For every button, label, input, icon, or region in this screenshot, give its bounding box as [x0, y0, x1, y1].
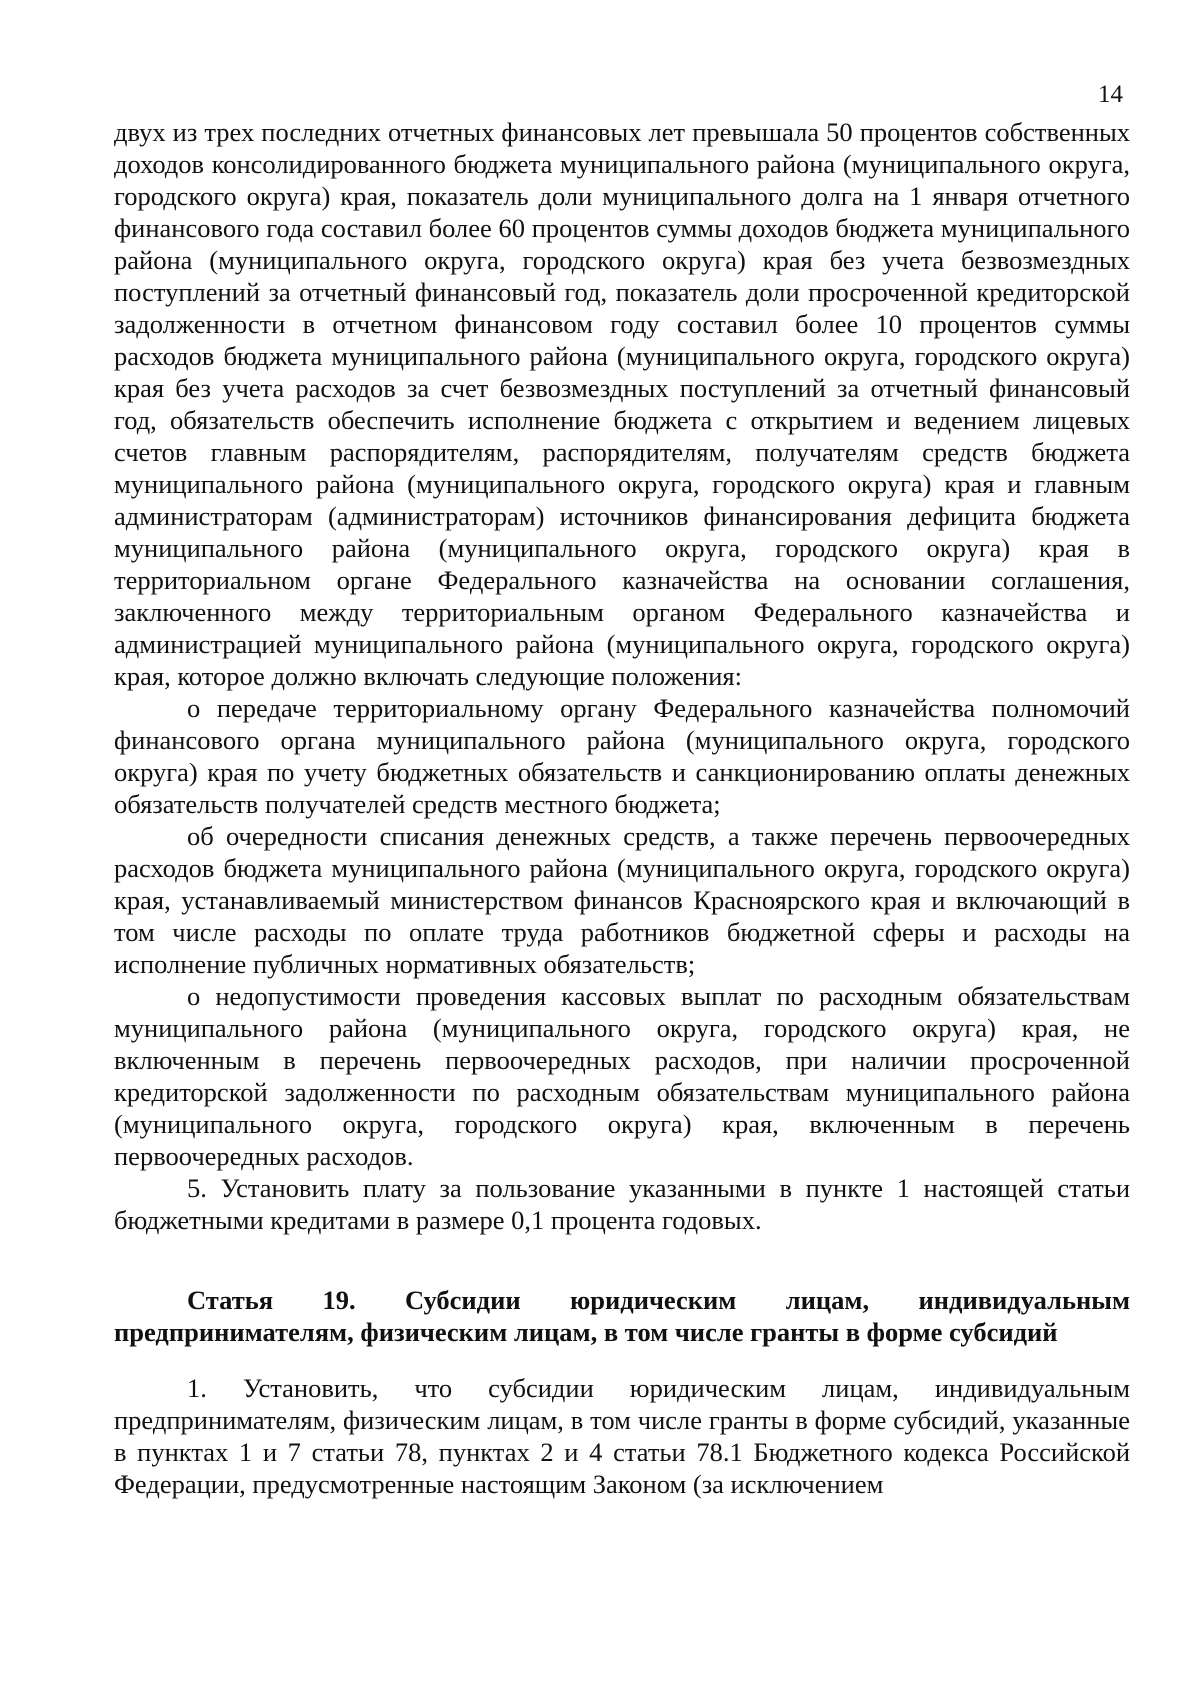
page-number: 14	[1098, 81, 1123, 108]
paragraph-provision-inadmissibility: о недопустимости проведения кассовых выплат по расходным обязательствам муниципального района (муниципального округа, городского округа) края, не включенным в перечень первоочередных расходов, при наличии просроченной кредиторской задолженности по расходным обязательствам муниципального района (муниципального округа, городского округа) края, включенным в перечень первоочередных расходов.	[114, 981, 1130, 1171]
paragraph-provision-transfer: о передаче территориальному органу Федерального казначейства полномочий финансового органа муниципального района (муниципального округа, городского округа) края по учету бюджетных обязательств и санкционированию оплаты денежных обязательств получателей средств местного бюджета;	[114, 693, 1130, 819]
paragraph-item-5: 5. Установить плату за пользование указанными в пункте 1 настоящей статьи бюджетными кредитами в размере 0,1 процента годовых.	[114, 1173, 1130, 1235]
paragraph-provision-priority: об очередности списания денежных средств, а также перечень первоочередных расходов бюджета муниципального района (муниципального округа, городского округа) края, устанавливаемый министерством финансов Красноярского края и включающий в том числе расходы по оплате труда работников бюджетной сферы и расходы на исполнение публичных нормативных обязательств;	[114, 821, 1130, 979]
article-heading: Статья 19. Субсидии юридическим лицам, индивидуальным предпринимателям, физическим лицам, в том числе гранты в форме субсидий	[114, 1285, 1130, 1347]
document-body	[114, 116, 1130, 1500]
paragraph-continuation: двух из трех последних отчетных финансовых лет превышала 50 процентов собственных доходов консолидированного бюджета муниципального района (муниципального округа, городского округа) края, показатель доли муниципального долга на 1 января отчетного финансового года составил более 60 процентов суммы доходов бюджета муниципального района (муниципального округа, городского округа) края без учета безвозмездных поступлений за отчетный финансовый год, показатель доли просроченной кредиторской задолженности в отчетном финансовом году составил более 10 процентов суммы расходов бюджета муниципального района (муниципального округа, городского округа) края без учета расходов за счет безвозмездных поступлений за отчетный финансовый год, обязательств обеспечить исполнение бюджета с открытием и ведением лицевых счетов главным распорядителям, распорядителям, получателям средств бюджета муниципального района (муниципального округа, городского округа) края и главным администраторам (администраторам) источников финансирования дефицита бюджета муниципального района (муниципального округа, городского округа) края в территориальном органе Федерального казначейства на основании соглашения, заключенного между территориальным органом Федерального казначейства и администрацией муниципального района (муниципального округа, городского округа) края, которое должно включать следующие положения:	[114, 117, 1130, 691]
article-paragraph-1: 1. Установить, что субсидии юридическим лицам, индивидуальным предпринимателям, физическим лицам, в том числе гранты в форме субсидий, указанные в пунктах 1 и 7 статьи 78, пунктах 2 и 4 статьи 78.1 Бюджетного кодекса Российской Федерации, предусмотренные настоящим Законом (за исключением	[114, 1373, 1130, 1499]
